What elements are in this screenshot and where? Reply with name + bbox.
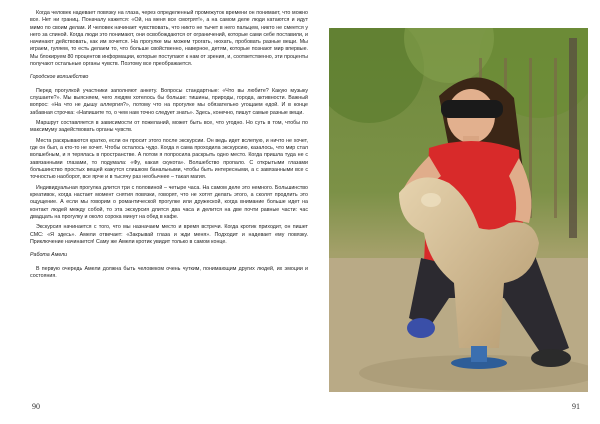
paragraph: В первую очередь Амели должна быть человеком очень чутким, понимающим других людей, их эмоции и состояния. (30, 265, 308, 279)
right-page (318, 0, 600, 424)
paragraph: Места раскрываются кратко, если он просит этого после экскурсии. Он ведь идет вслепую, и ничто не хочет, где он был, а кто-то не хочет. Чтобы осталось чудо. Когда я сама проходила экскурсию, казалось, что мир стал волшебным, и я терялась в пространстве. А потом я попросила раскрыть одно место. Когда пришла туда не с завязанными глазами, то подумала: «Фу, какая скукота». Волшебство пропало. С открытыми глазами большинство простых вещей кажутся слишком банальными, чтобы быть интересными, а с завязанными все с точностью наоборот, все ярче и в тысячу раз необычнее – такая магия. (30, 137, 308, 181)
paragraph: Перед прогулкой участники заполняют анкету. Вопросы стандартные: «Что вы любите? Какую музыку слушаете?». Мы выясняем, чего людям хотелось бы больше: тишины, природы, города, активности. Важный вопрос: «На что не дышу аллергия?», потому что на прогулке мы обязательно угощаем едой. И в конце забавная строчка: «Напишите то, о чем нам точно следует знать». Здесь, конечно, пишут самые разные вещи. (30, 87, 308, 116)
paragraph: Индивидуальная прогулка длится три с половиной – четыре часа. На самом деле это немного. Большинство креативок, когда настает момент снятия повязки, говорят, что не хотят делать этого, а сколят продлить это ощущение. А если мы говорим о романтической прогулке или дружеской, когда внимание больше идет на контакт людей между собой, то эта экскурсия длится два часа и делится на две почти равные части: час двадцать на прогулку и около сорока минут на обед в кафе. (30, 184, 308, 220)
article-text-column (30, 10, 308, 398)
section-heading: Городское волшебство (30, 74, 89, 81)
blindfolded-girl-photo (329, 28, 588, 392)
paragraph: Экскурсия начинается с того, что мы назначаем место и время встречи. Когда кротик приходит, он пишет СМС: «Я здесь». Амели отвечает: «Закрывай глаза и жди меня». Подходит и надевает ему повязку. Приключение начинается! Саму же Амели кротик увидит только в самом конце. (30, 224, 308, 246)
page-number-right: 91 (572, 402, 580, 411)
section-heading: Работа Амели (30, 252, 68, 259)
paragraph: Маршрут составляется в зависимости от пожеланий, может быть все, что угодно. Но суть в том, чтобы по максимуму задействовать органы чувств. (30, 120, 308, 134)
paragraph: Когда человек надевает повязку на глаза, через определенный промежуток времени он понимает, что можно все. Нет ни границ. Поначалу кажется: «Ой, на меня все смотрят!», а на самом деле люди катаются и идут мимо по своим делам. И человек начинает чувствовать, что никто не тычет в него пальцем, никто не смеется у него за спиной. Когда люди это понимают, они освобождаются от ограничений, которые сами себе поставили, и начинают действовать, как им хочется. На прогулке мы можем трогать, нюхать, пробовать разные вещи. Мы играем, гуляем, то есть делаем то, что больше свойственно, наверное, детям, которые познают мир впервые. Мы блокируем 80 процентов информации, которые поступают к нам от зрения, и, соответственно, эти проценты получают остальные органы чувств. Поэтому все преображается. (30, 10, 308, 68)
page-number-left: 90 (32, 402, 40, 411)
